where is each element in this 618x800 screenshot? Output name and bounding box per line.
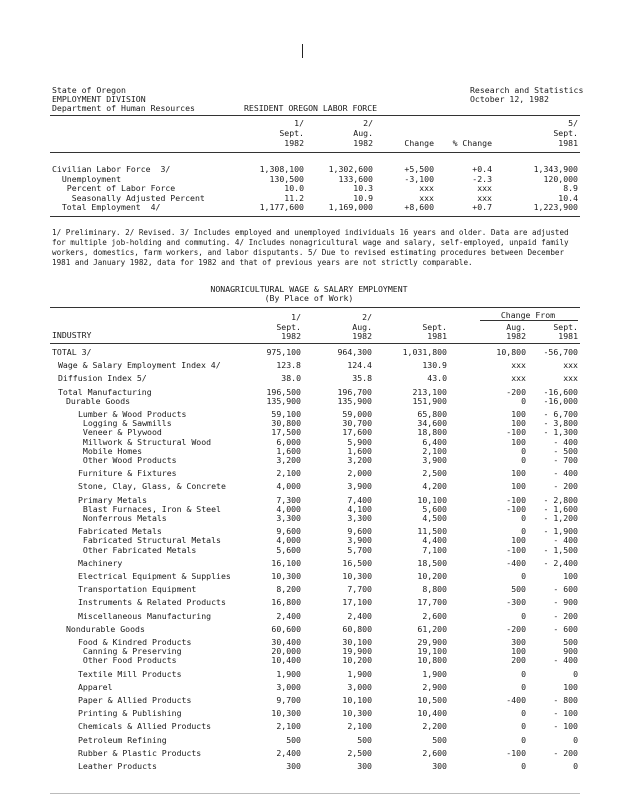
column-header-line2: 1982	[284, 138, 304, 148]
industry-row-label: Electrical Equipment & Supplies	[78, 571, 231, 581]
labor-row-label: Unemployment	[52, 173, 122, 184]
labor-row-value: 10.9	[353, 192, 373, 203]
header-research: Research and Statistics	[470, 85, 584, 95]
industry-row-value: 300	[432, 761, 447, 771]
industry-row-value: 1,600	[276, 445, 301, 456]
labor-row-value: xxx	[477, 192, 492, 203]
industry-row-label: Durable Goods	[66, 395, 131, 406]
industry-row-value: 0	[521, 734, 526, 745]
industry-row-value: 196,700	[337, 386, 372, 397]
industry-row-label: Other Fabricated Metals	[78, 544, 197, 555]
industry-row-value: 20,000	[271, 646, 301, 657]
header-date: October 12, 1982	[470, 94, 549, 104]
industry-row-value: - 200	[553, 481, 578, 492]
industry-row-value: - 1,200	[543, 513, 578, 523]
header-department: Department of Human Resources	[52, 103, 195, 113]
industry-row-value: 1,900	[422, 668, 447, 679]
header-state: State of Oregon	[52, 85, 126, 95]
column-header-line2: 1981	[558, 138, 578, 148]
industry-row-value: 0	[521, 395, 526, 406]
industry-row-value: 4,000	[276, 481, 301, 492]
industry-header: INDUSTRY	[52, 330, 92, 340]
industry-row-value: 500	[563, 637, 578, 647]
labor-row-label: Percent of Labor Force	[52, 183, 176, 193]
industry-row-value: 43.0	[427, 373, 447, 384]
industry-row-value: 38.0	[281, 373, 301, 384]
industry-row-value: - 800	[553, 695, 578, 705]
industry-row-label: Other Wood Products	[78, 455, 177, 465]
industry-row-value: 0	[521, 721, 526, 732]
industry-row-value: 100	[511, 409, 526, 419]
industry-row-value: 10,300	[342, 708, 372, 719]
nonag-column-header-line1: Sept.	[553, 322, 578, 332]
industry-row-value: 10,500	[417, 695, 447, 705]
nonag-column-header-line1: Sept.	[422, 322, 447, 332]
industry-row-value: - 1,900	[543, 526, 578, 537]
industry-row-value: 1,900	[276, 668, 301, 679]
industry-row-value: 100	[511, 646, 526, 657]
industry-row-value: 100	[511, 535, 526, 546]
industry-row-value: 6,000	[276, 436, 301, 447]
industry-row-value: 0	[521, 761, 526, 771]
industry-row-value: 10,100	[342, 695, 372, 705]
industry-row-value: 130.9	[422, 360, 447, 371]
industry-row-value: 2,200	[422, 721, 447, 732]
change-from-header: Change From	[500, 310, 556, 320]
industry-row-value: 35.8	[352, 373, 372, 384]
industry-row-value: - 500	[553, 445, 578, 456]
labor-row-label: Total Employment 4/	[52, 202, 161, 212]
nonag-column-header-line2: 1981	[427, 331, 447, 341]
labor-row-value: 1,169,000	[328, 202, 373, 212]
nonag-top-rule	[50, 307, 580, 308]
industry-row-value: 500	[511, 584, 526, 595]
industry-row-value: 196,500	[266, 386, 301, 397]
industry-row-label: Millwork & Structural Wood	[78, 436, 212, 447]
industry-row-value: 5,600	[276, 544, 301, 555]
industry-row-value: 10,200	[417, 571, 447, 581]
column-header-line2: % Change	[452, 138, 492, 148]
industry-row-value: 2,400	[276, 747, 301, 758]
labor-row-value: 1,177,600	[259, 202, 304, 212]
industry-row-value: - 400	[553, 468, 578, 479]
industry-row-value: 59,000	[342, 409, 372, 419]
industry-row-value: - 400	[553, 436, 578, 447]
industry-row-label: Blast Furnaces, Iron & Steel	[78, 503, 221, 514]
industry-row-label: Miscellaneous Manufacturing	[78, 610, 212, 621]
industry-row-value: 100	[563, 681, 578, 692]
industry-row-value: - 100	[553, 721, 578, 732]
industry-row-value: 30,100	[342, 637, 372, 647]
industry-row-value: - 900	[553, 597, 578, 608]
industry-row-value: 975,100	[266, 347, 301, 357]
industry-row-label: Logging & Sawmills	[78, 418, 172, 429]
industry-row-value: 3,300	[276, 513, 301, 523]
industry-row-value: 17,700	[417, 597, 447, 608]
labor-row-value: 130,500	[269, 173, 304, 184]
industry-row-value: -100	[506, 747, 526, 758]
industry-row-value: 2,500	[422, 468, 447, 479]
industry-row-value: -100	[506, 503, 526, 514]
industry-row-value: -100	[506, 427, 526, 438]
industry-row-value: 100	[511, 468, 526, 479]
industry-row-label: Nondurable Goods	[66, 623, 145, 634]
labor-row-value: xxx	[419, 192, 434, 203]
industry-row-value: 10,300	[271, 571, 301, 581]
industry-row-value: 17,500	[271, 427, 301, 438]
industry-row-value: 8,200	[276, 584, 301, 595]
industry-row-value: 4,000	[276, 535, 301, 546]
industry-row-value: - 1,600	[543, 503, 578, 514]
column-header-line2: 1982	[353, 138, 373, 148]
labor-table-header-rule	[50, 152, 580, 153]
labor-row-value: 133,600	[338, 173, 373, 184]
industry-row-value: 1,031,800	[402, 347, 447, 357]
industry-row-value: 7,100	[422, 544, 447, 555]
industry-row-value: 30,700	[342, 418, 372, 429]
column-note: 1/	[294, 118, 304, 128]
industry-row-value: 18,500	[417, 557, 447, 568]
industry-row-label: Instruments & Related Products	[78, 597, 226, 608]
industry-row-value: 59,100	[271, 409, 301, 419]
industry-row-value: 1,600	[347, 445, 372, 456]
labor-row-value: +0.7	[472, 202, 492, 212]
nonag-header-rule	[50, 343, 580, 344]
industry-row-value: - 700	[553, 455, 578, 465]
industry-row-value: 300	[286, 761, 301, 771]
industry-row-value: 2,900	[422, 681, 447, 692]
industry-row-value: 123.8	[276, 360, 301, 371]
column-note: 5/	[568, 118, 578, 128]
industry-row-value: -400	[506, 695, 526, 705]
industry-row-value: 0	[521, 513, 526, 523]
industry-row-value: 10,400	[271, 655, 301, 666]
industry-row-value: 29,900	[417, 637, 447, 647]
industry-row-value: - 400	[553, 535, 578, 546]
industry-row-value: 0	[521, 681, 526, 692]
industry-row-value: 10,200	[342, 655, 372, 666]
industry-row-value: 34,600	[417, 418, 447, 429]
labor-force-footnote: 1/ Preliminary. 2/ Revised. 3/ Includes employed and unemployed individuals 16 years and older. Data are adjusted for multiple job-holding and commuting. 4/ Includes nonagricultural wage and salary, self-employed, unpaid family workers, domestics, farm workers, and labor disputants. 5/ Due to revised estimating procedures between December 1981 and January 1982, data for 1982 and that of previous years are not strictly comparable.	[52, 228, 569, 267]
industry-row-value: 2,600	[422, 747, 447, 758]
industry-row-value: 0	[521, 526, 526, 537]
industry-row-value: - 100	[553, 708, 578, 719]
industry-row-label: Nonferrous Metals	[78, 513, 167, 523]
industry-row-label: Leather Products	[78, 761, 157, 771]
industry-row-value: 135,900	[337, 395, 372, 406]
industry-row-label: Mobile Homes	[78, 445, 143, 456]
industry-row-value: -400	[506, 557, 526, 568]
labor-row-value: -2.3	[472, 173, 492, 184]
industry-row-label: Rubber & Plastic Products	[78, 747, 202, 758]
change-from-rule	[480, 320, 578, 321]
industry-row-value: 2,100	[422, 445, 447, 456]
labor-row-label: Seasonally Adjusted Percent	[52, 192, 205, 203]
industry-row-value: 10,300	[271, 708, 301, 719]
industry-row-value: 151,900	[412, 395, 447, 406]
industry-row-value: 16,100	[271, 557, 301, 568]
industry-row-value: xxx	[563, 373, 578, 384]
industry-row-value: 10,300	[342, 571, 372, 581]
industry-row-value: 16,500	[342, 557, 372, 568]
industry-row-value: 300	[357, 761, 372, 771]
industry-row-value: 0	[521, 708, 526, 719]
nonag-column-note: 2/	[362, 312, 372, 322]
labor-row-value: 1,223,900	[533, 202, 578, 212]
industry-row-value: - 1,500	[543, 544, 578, 555]
industry-row-value: - 1,300	[543, 427, 578, 438]
industry-row-value: 9,600	[276, 526, 301, 537]
industry-row-value: -100	[506, 494, 526, 505]
industry-row-value: 2,100	[347, 721, 372, 732]
industry-row-label: Other Food Products	[78, 655, 177, 666]
industry-row-label: Apparel	[78, 681, 113, 692]
industry-row-value: 10,400	[417, 708, 447, 719]
industry-row-value: 10,800	[417, 655, 447, 666]
column-header-line1: Sept.	[553, 128, 578, 138]
industry-row-value: 4,000	[276, 503, 301, 514]
industry-row-value: - 3,800	[543, 418, 578, 429]
industry-row-value: 19,900	[342, 646, 372, 657]
column-header-line1: Sept.	[279, 128, 304, 138]
industry-row-value: 500	[357, 734, 372, 745]
labor-row-value: +0.4	[472, 164, 492, 174]
industry-row-value: 8,800	[422, 584, 447, 595]
labor-row-value: 10.0	[284, 183, 304, 193]
labor-row-value: xxx	[477, 183, 492, 193]
industry-row-label: Transportation Equipment	[78, 584, 197, 595]
industry-row-value: 65,800	[417, 409, 447, 419]
industry-row-label: Fabricated Structural Metals	[78, 535, 221, 546]
industry-row-value: - 200	[553, 610, 578, 621]
labor-row-value: +5,500	[404, 164, 434, 174]
industry-row-value: 1,900	[347, 668, 372, 679]
labor-force-title: RESIDENT OREGON LABOR FORCE	[244, 103, 378, 113]
industry-row-value: 3,200	[276, 455, 301, 465]
industry-row-value: - 400	[553, 655, 578, 666]
nonag-column-header-line2: 1981	[558, 331, 578, 341]
industry-row-value: 2,100	[276, 721, 301, 732]
industry-row-label: Veneer & Plywood	[78, 427, 162, 438]
industry-row-value: 2,600	[422, 610, 447, 621]
nonag-column-header-line2: 1982	[506, 331, 526, 341]
industry-row-value: - 200	[553, 747, 578, 758]
nonag-column-header-line2: 1982	[281, 331, 301, 341]
industry-row-label: Stone, Clay, Glass, & Concrete	[78, 481, 226, 492]
industry-row-value: - 600	[553, 584, 578, 595]
industry-row-value: xxx	[511, 360, 526, 371]
industry-row-label: Primary Metals	[78, 494, 148, 505]
industry-row-value: 900	[563, 646, 578, 657]
industry-row-value: 7,400	[347, 494, 372, 505]
labor-row-value: 1,343,900	[533, 164, 578, 174]
labor-row-value: 120,000	[543, 173, 578, 184]
industry-row-value: 4,400	[422, 535, 447, 546]
industry-row-value: 964,300	[337, 347, 372, 357]
industry-row-value: 4,100	[347, 503, 372, 514]
industry-row-value: 100	[511, 418, 526, 429]
industry-row-value: 9,700	[276, 695, 301, 705]
industry-row-value: 6,400	[422, 436, 447, 447]
labor-row-value: -3,100	[404, 173, 434, 184]
industry-row-value: 0	[521, 455, 526, 465]
industry-row-value: 3,900	[347, 535, 372, 546]
industry-row-label: Chemicals & Allied Products	[78, 721, 212, 732]
industry-row-value: - 600	[553, 623, 578, 634]
industry-row-label: Textile Mill Products	[78, 668, 182, 679]
industry-row-label: Wage & Salary Employment Index 4/	[58, 360, 221, 371]
industry-row-value: 5,900	[347, 436, 372, 447]
industry-row-label: Food & Kindred Products	[78, 637, 192, 647]
industry-row-value: 200	[511, 655, 526, 666]
labor-row-value: 8.9	[563, 183, 578, 193]
industry-row-value: - 6,700	[543, 409, 578, 419]
industry-row-value: -200	[506, 623, 526, 634]
industry-row-value: xxx	[563, 360, 578, 371]
industry-row-label: Furniture & Fixtures	[78, 468, 177, 479]
industry-row-label: Lumber & Wood Products	[78, 409, 187, 419]
industry-row-value: 7,300	[276, 494, 301, 505]
industry-row-value: 2,500	[347, 747, 372, 758]
nonag-column-header-line1: Aug.	[352, 322, 372, 332]
nonag-column-header-line1: Aug.	[506, 322, 526, 332]
column-header-line1: Aug.	[353, 128, 373, 138]
industry-row-value: 5,700	[347, 544, 372, 555]
page-mark	[302, 44, 303, 58]
labor-table-top-rule	[50, 115, 580, 116]
industry-row-label: Total Manufacturing	[58, 386, 152, 397]
labor-row-value: 1,302,600	[328, 164, 373, 174]
industry-row-value: 17,100	[342, 597, 372, 608]
industry-row-value: -16,000	[543, 395, 578, 406]
industry-row-value: -100	[506, 544, 526, 555]
header-division: EMPLOYMENT DIVISION	[52, 94, 146, 104]
industry-row-value: 100	[511, 481, 526, 492]
industry-row-value: 10,100	[417, 494, 447, 505]
industry-row-value: 11,500	[417, 526, 447, 537]
industry-row-value: 213,100	[412, 386, 447, 397]
industry-row-value: - 2,800	[543, 494, 578, 505]
labor-row-value: 10.3	[353, 183, 373, 193]
industry-row-value: 500	[432, 734, 447, 745]
industry-row-value: 30,800	[271, 418, 301, 429]
industry-row-value: 2,000	[347, 468, 372, 479]
industry-row-value: 0	[573, 761, 578, 771]
industry-row-value: 3,000	[276, 681, 301, 692]
industry-row-value: xxx	[511, 373, 526, 384]
industry-row-value: 18,800	[417, 427, 447, 438]
industry-row-value: 0	[521, 571, 526, 581]
industry-row-label: Fabricated Metals	[78, 526, 162, 537]
industry-row-value: 2,100	[276, 468, 301, 479]
industry-row-value: 124.4	[347, 360, 372, 371]
industry-row-value: 0	[573, 668, 578, 679]
nonag-column-header-line2: 1982	[352, 331, 372, 341]
industry-row-value: 3,000	[347, 681, 372, 692]
industry-row-label: Printing & Publishing	[78, 708, 182, 719]
industry-row-value: 0	[521, 668, 526, 679]
industry-row-value: 100	[511, 436, 526, 447]
industry-row-value: 0	[521, 610, 526, 621]
industry-row-value: 19,100	[417, 646, 447, 657]
industry-row-value: 61,200	[417, 623, 447, 634]
industry-row-value: 60,600	[271, 623, 301, 634]
industry-row-value: -200	[506, 386, 526, 397]
industry-row-label: Canning & Preserving	[78, 646, 182, 657]
industry-row-value: 0	[521, 445, 526, 456]
page-bottom-edge	[50, 793, 580, 794]
industry-row-value: 4,500	[422, 513, 447, 523]
industry-row-value: -16,600	[543, 386, 578, 397]
industry-row-value: 3,200	[347, 455, 372, 465]
industry-row-value: 5,600	[422, 503, 447, 514]
industry-row-value: -300	[506, 597, 526, 608]
industry-row-value: - 2,400	[543, 557, 578, 568]
industry-row-value: 2,400	[347, 610, 372, 621]
labor-row-value: 10.4	[558, 192, 578, 203]
nonag-title: NONAGRICULTURAL WAGE & SALARY EMPLOYMENT	[210, 284, 408, 294]
column-header-line2: Change	[404, 138, 434, 148]
nonag-column-note: 1/	[291, 312, 301, 322]
labor-row-label: Civilian Labor Force 3/	[52, 164, 171, 174]
industry-row-value: 135,900	[266, 395, 301, 406]
nonag-subtitle: (By Place of Work)	[264, 293, 354, 303]
industry-row-value: 3,300	[347, 513, 372, 523]
industry-row-value: 7,700	[347, 584, 372, 595]
industry-row-label: Paper & Allied Products	[78, 695, 192, 705]
industry-row-value: 300	[511, 637, 526, 647]
industry-row-value: 9,600	[347, 526, 372, 537]
industry-row-value: 3,900	[347, 481, 372, 492]
industry-row-value: 3,900	[422, 455, 447, 465]
industry-row-value: 60,800	[342, 623, 372, 634]
labor-row-value: +8,600	[404, 202, 434, 212]
industry-row-label: TOTAL 3/	[52, 347, 92, 357]
industry-row-value: 100	[563, 571, 578, 581]
column-note: 2/	[363, 118, 373, 128]
industry-row-label: Machinery	[78, 557, 123, 568]
industry-row-value: 2,400	[276, 610, 301, 621]
industry-row-value: 500	[286, 734, 301, 745]
industry-row-value: 16,800	[271, 597, 301, 608]
labor-row-value: xxx	[419, 183, 434, 193]
industry-row-label: Petroleum Refining	[78, 734, 167, 745]
industry-row-value: 17,600	[342, 427, 372, 438]
labor-row-value: 1,308,100	[259, 164, 304, 174]
industry-row-value: 0	[573, 734, 578, 745]
industry-row-value: -56,700	[543, 347, 578, 357]
labor-row-value: 11.2	[284, 192, 304, 203]
industry-row-label: Diffusion Index 5/	[58, 373, 147, 384]
industry-row-value: 4,200	[422, 481, 447, 492]
industry-row-value: 30,400	[271, 637, 301, 647]
nonag-column-header-line1: Sept.	[276, 322, 301, 332]
labor-table-bottom-rule	[50, 216, 580, 217]
industry-row-value: 10,800	[496, 347, 526, 357]
